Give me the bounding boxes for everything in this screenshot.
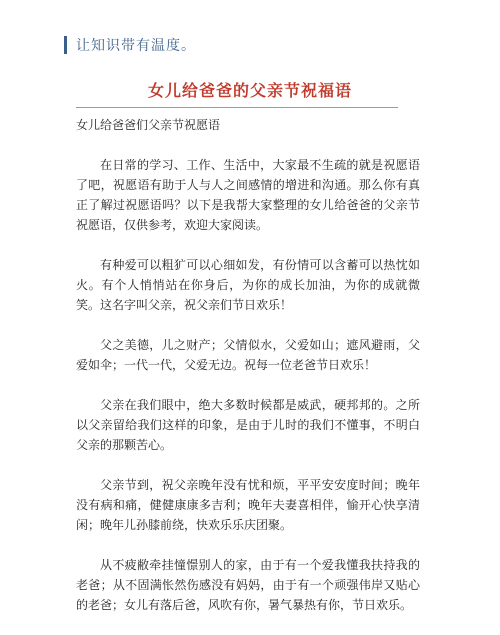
article-body	[76, 115, 420, 635]
title-divider	[76, 107, 398, 108]
paragraph-5: 父亲节到，祝父亲晚年没有忧和烦，平平安安度时间；晚年没有病和痛，健健康康多吉利；晚年夫妻喜相伴，愉开心快享清闲；晚年儿孙膝前绕，快欢乐乐庆团聚。	[76, 478, 420, 532]
paragraph-3: 父之美德，儿之财产；父情似水，父爱如山；遮风避雨，父爱如伞；一代一代，父爱无边。祝每一位老爸节日欢乐！	[76, 338, 420, 372]
paragraph-6: 从不疲敝牵挂憧憬别人的家，由于有一个爱我懂我扶持我的老爸；从不固满怅然伤感没有妈妈，由于有一个顽强伟岸又贴心的老爸；女儿有落后爸，风吹有你，暑气暴热有你，节日欢乐。	[76, 558, 420, 612]
site-tagline: 让知识带有温度。	[76, 38, 196, 54]
paragraph-1: 在日常的学习、工作、生活中，大家最不生疏的就是祝愿语了吧，祝愿语有助于人与人之间感情的增进和沟通。那么你有真正了解过祝愿语吗？以下是我帮大家整理的女儿给爸爸的父亲节祝愿语，仅供参考，欢迎大家阅读。	[76, 158, 420, 232]
header-accent-bar	[64, 36, 67, 54]
paragraph-4: 父亲在我们眼中，绝大多数时候都是威武，硬邦邦的。之所以父亲留给我们这样的印象，是由于儿时的我们不懂事，不明白父亲的那颗苦心。	[76, 398, 420, 452]
article-subtitle: 女儿给爸爸们父亲节祝愿语	[76, 118, 221, 132]
paragraph-2: 有种爱可以粗犷可以心细如发，有份情可以含蓄可以热忱如火。有个人悄悄站在你身后，为你的成长加油，为你的成就微笑。这名字叫父亲，祝父亲们节日欢乐！	[76, 258, 420, 312]
article-title: 女儿给爸爸的父亲节祝福语	[147, 81, 352, 100]
